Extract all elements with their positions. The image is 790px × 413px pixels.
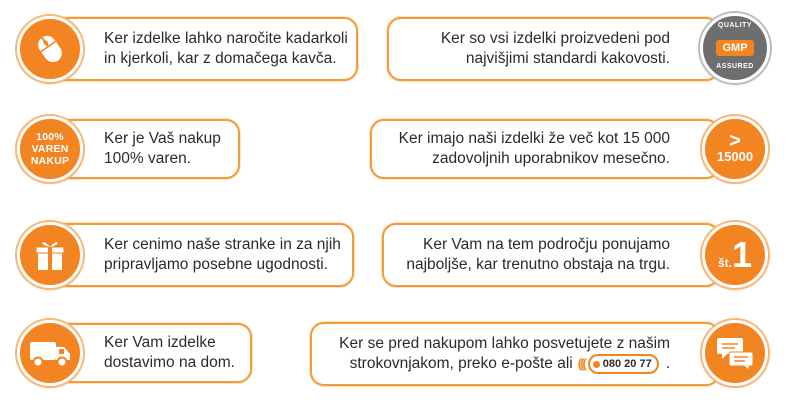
seal-bottom-text: ASSURED [716,63,754,70]
benefit-text-line1: Ker izdelke lahko naročite kadarkoli [104,30,348,47]
badge-line1: 100% [36,131,64,143]
badge-line2: VAREN [31,143,69,155]
badge-number: 1 [731,234,753,275]
benefit-text-line1: Ker cenimo naše stranke in za njih [104,236,341,253]
trailing-period: . [665,355,670,372]
badge-line3: NAKUP [30,155,70,167]
benefit-text-line2: dostavimo na dom. [104,354,235,371]
benefit-text-line2: strokovnjakom, preko e-pošte ali [349,355,573,372]
benefit-quality-standards [387,17,720,81]
user-count-icon [702,116,768,182]
benefit-best-on-market [382,223,720,287]
phone-dot-icon [593,361,600,368]
badge-prefix: št. [717,256,732,270]
benefit-text-line1: Ker se pred nakupom lahko posvetujete z našim [339,335,670,352]
phone-number: 080 20 77 [602,358,652,370]
badge-number: 15000 [716,149,754,164]
seal-top-text: QUALITY [717,22,753,29]
benefit-text-line2: najboljše, kar trenutno obstaja na trgu. [406,256,670,273]
benefit-text-line2: in kjerkoli, kar z domačega kavča. [104,50,337,67]
benefit-text-line1: Ker Vam izdelke [104,334,216,351]
benefit-text-line2: najvišjimi standardi kakovosti. [465,50,670,67]
seal-center-text: GMP [716,40,754,56]
benefit-text-line2: 100% varen. [104,150,192,167]
benefit-text-line2: zadovoljnih uporabnikov mesečno. [432,150,670,167]
benefit-text-line2: pripravljamo posebne ugodnosti. [104,256,329,273]
benefit-expert-consultation [310,322,720,386]
phone-waves-icon: ((( [577,356,585,371]
delivery-truck-icon [17,320,83,386]
gmp-quality-seal-icon [700,13,770,83]
benefit-text-line1: Ker je Vaš nakup [104,130,221,147]
benefit-text-line1: Ker imajo naši izdelki že več kot 15 000 [398,130,670,147]
gift-icon [17,222,83,288]
benefit-text-line1: Ker Vam na tem področju ponujamo [423,236,670,253]
chat-bubbles-icon [702,320,768,386]
computer-mouse-icon [17,16,83,82]
badge-symbol: > [729,130,741,152]
number-one-icon [702,222,768,288]
phone-number-pill[interactable] [588,354,659,374]
benefit-user-count [370,119,720,179]
benefit-special-offers [52,223,354,287]
safe-purchase-icon [17,116,83,182]
benefit-text-line1: Ker so vsi izdelki proizvedeni pod [440,30,670,47]
benefit-order-anytime [52,17,358,81]
